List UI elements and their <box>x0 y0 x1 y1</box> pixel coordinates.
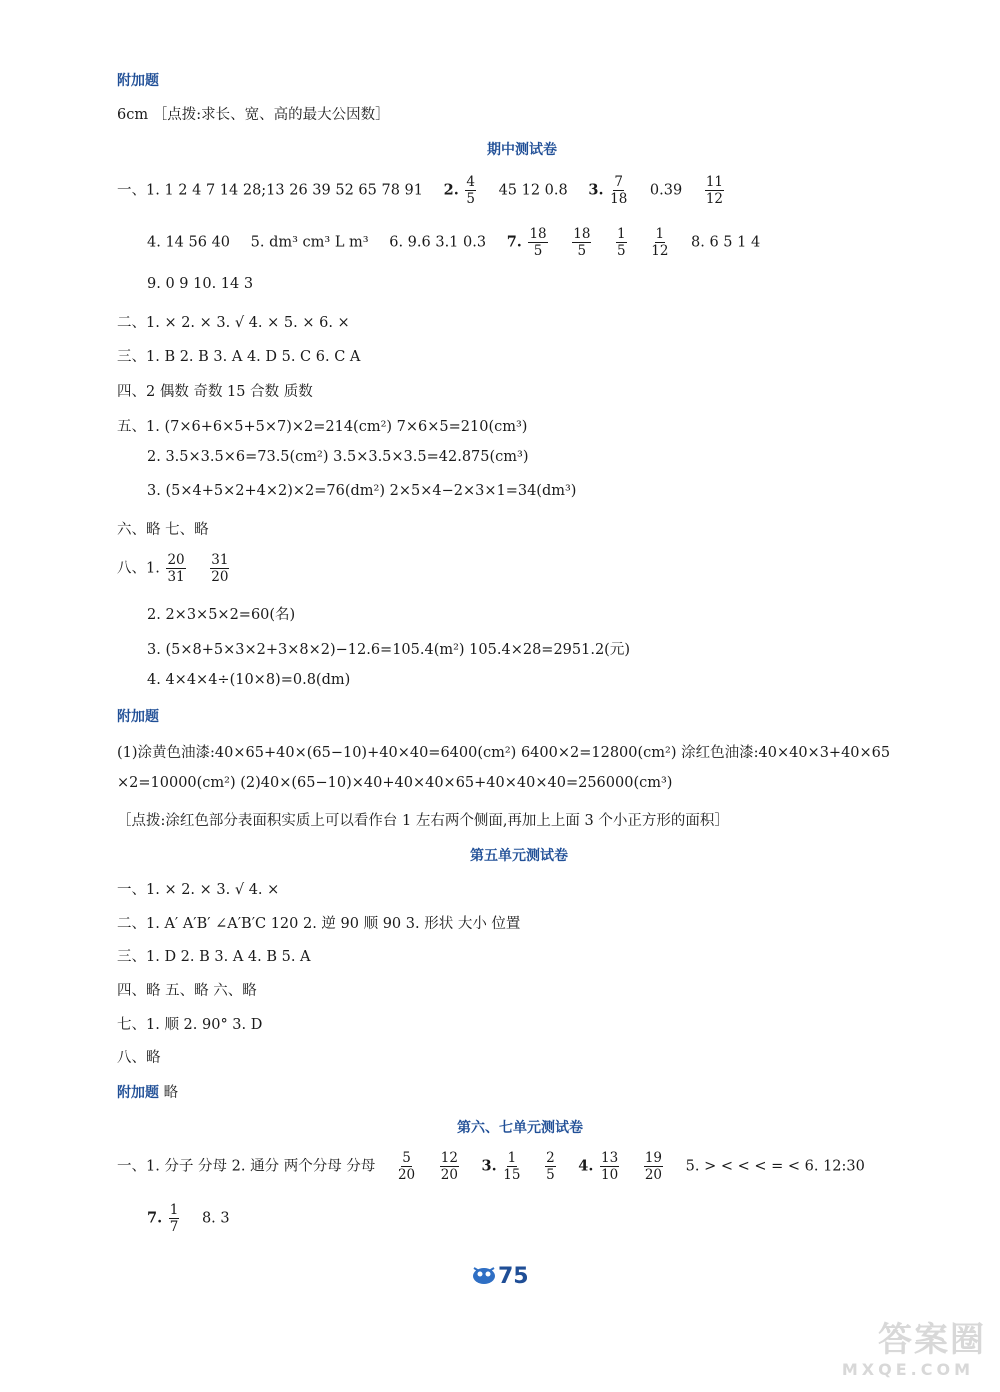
midterm-line-6: 四、2 偶数 奇数 15 合数 质数 <box>117 384 313 400</box>
section-title-unit5: 第五单元测试卷 <box>470 848 568 864</box>
watermark-url: MXQE.COM <box>841 1360 974 1379</box>
midterm-l1-c: 45 12 0.8 <box>498 182 568 199</box>
fraction: $\frac{12}{20}$ <box>440 1150 458 1183</box>
fraction: $\frac{1}{5}$ <box>617 226 626 259</box>
midterm-line-1 <box>117 174 726 207</box>
unit5-line-4: 四、略 五、略 六、略 <box>117 983 257 999</box>
fraction: $\frac{2}{5}$ <box>546 1150 555 1183</box>
fraction: $\frac{1}{12}$ <box>651 226 669 259</box>
appendix2-line-2: ×2=10000(cm²) (2)40×(65−10)×40+40×40×65+40×40×40=256000(cm³) <box>117 775 673 791</box>
fraction: $\frac{19}{20}$ <box>644 1150 663 1183</box>
fraction: $\frac{11}{12}$ <box>705 174 723 207</box>
fraction: $\frac{5}{20}$ <box>397 1150 416 1183</box>
unit5-line-1: 一、1. × 2. × 3. √ 4. × <box>117 882 280 898</box>
unit67-l2-b: 8. 3 <box>201 1210 230 1227</box>
midterm-l1-b: 2. <box>443 181 459 199</box>
midterm-line-3: 9. 0 9 10. 14 3 <box>147 276 254 292</box>
midterm-line-9: 3. (5×4+5×2+4×2)×2=76(dm²) 2×5×4−2×3×1=34(dm³) <box>147 483 577 499</box>
appendix-title-2: 附加题 <box>117 709 159 725</box>
midterm-line-11 <box>117 552 231 585</box>
unit5-line-6: 八、略 <box>117 1050 161 1066</box>
fraction: $\frac{7}{18}$ <box>610 174 628 207</box>
midterm-line-8: 2. 3.5×3.5×6=73.5(cm²) 3.5×3.5×3.5=42.875(cm³) <box>147 449 529 465</box>
fraction: $\frac{18}{5}$ <box>529 226 547 259</box>
midterm-line-10: 六、略 七、略 <box>117 522 209 538</box>
fraction: $\frac{1}{7}$ <box>169 1202 179 1235</box>
appendix-title-1: 附加题 <box>117 73 159 89</box>
page-number: 75 <box>498 1264 529 1289</box>
fraction: $\frac{1}{15}$ <box>503 1150 521 1183</box>
midterm-line-4: 二、1. × 2. × 3. √ 4. × 5. × 6. × <box>117 315 350 331</box>
midterm-l2-c: 6. 9.6 3.1 0.3 <box>389 234 487 251</box>
unit5-appendix <box>117 1081 178 1102</box>
midterm-line-12: 2. 2×3×5×2=60(名) <box>147 607 296 623</box>
fraction: $\frac{18}{5}$ <box>573 226 591 259</box>
unit5-appendix-answer: 略 <box>163 1085 179 1101</box>
midterm-l1-d: 3. <box>588 181 604 199</box>
midterm-line-14: 4. 4×4×4÷(10×8)=0.8(dm) <box>147 672 351 688</box>
midterm-l2-e: 8. 6 5 1 4 <box>691 234 761 251</box>
unit67-line-2 <box>147 1202 230 1235</box>
midterm-l2-a: 4. 14 56 40 <box>147 234 231 251</box>
midterm-line-13: 3. (5×8+5×3×2+3×8×2)−12.6=105.4(m²) 105.4×28=2951.2(元) <box>147 642 630 658</box>
midterm-line-2 <box>147 226 760 259</box>
fraction: $\frac{20}{31}$ <box>167 552 185 585</box>
watermark-logo: 答案圈 <box>878 1320 986 1360</box>
midterm-line-5: 三、1. B 2. B 3. A 4. D 5. C 6. C A <box>117 349 361 365</box>
mascot-icon <box>470 1262 498 1286</box>
fraction: $\frac{4}{5}$ <box>466 174 475 207</box>
unit67-l1-d: 5. > < < < = < 6. 12:30 <box>685 1158 865 1175</box>
appendix2-line-1: (1)涂黄色油漆:40×65+40×(65−10)+40×40=6400(cm²) 6400×2=12800(cm²) 涂红色油漆:40×40×3+40×65 <box>117 745 891 761</box>
midterm-line-7: 五、1. (7×6+6×5+5×7)×2=214(cm²) 7×6×5=210(cm³) <box>117 419 528 435</box>
unit67-line-1 <box>117 1150 865 1183</box>
unit67-l1-b: 3. <box>481 1157 497 1175</box>
appendix2-line-3: ［点拨:涂红色部分表面积实质上可以看作台 1 左右两个侧面,再加上上面 3 个小正方形的面积］ <box>117 813 729 829</box>
fraction: $\frac{31}{20}$ <box>211 552 229 585</box>
midterm-l11-a: 八、1. <box>117 560 160 577</box>
unit67-l1-c: 4. <box>578 1157 594 1175</box>
unit67-l1-a: 一、1. 分子 分母 2. 通分 两个分母 分母 <box>117 1158 376 1175</box>
section-title-unit67: 第六、七单元测试卷 <box>457 1120 583 1136</box>
midterm-l1-a: 一、1. 1 2 4 7 14 28;13 26 39 52 65 78 91 <box>117 182 423 199</box>
unit5-appendix-label: 附加题 <box>117 1085 159 1101</box>
midterm-l1-e: 0.39 <box>649 182 683 199</box>
appendix-answer-1: 6cm ［点拨:求长、宽、高的最大公因数］ <box>117 107 390 123</box>
fraction: $\frac{13}{10}$ <box>601 1150 619 1183</box>
section-title-midterm: 期中测试卷 <box>487 142 557 158</box>
unit67-l2-a: 7. <box>147 1209 163 1227</box>
unit5-line-2: 二、1. A′ A′B′ ∠A′B′C 120 2. 逆 90 顺 90 3. 形状 大小 位置 <box>117 916 521 932</box>
unit5-line-5: 七、1. 顺 2. 90° 3. D <box>117 1017 263 1033</box>
midterm-l2-b: 5. dm³ cm³ L m³ <box>250 234 369 251</box>
midterm-l2-d: 7. <box>506 233 522 251</box>
unit5-line-3: 三、1. D 2. B 3. A 4. B 5. A <box>117 949 311 965</box>
